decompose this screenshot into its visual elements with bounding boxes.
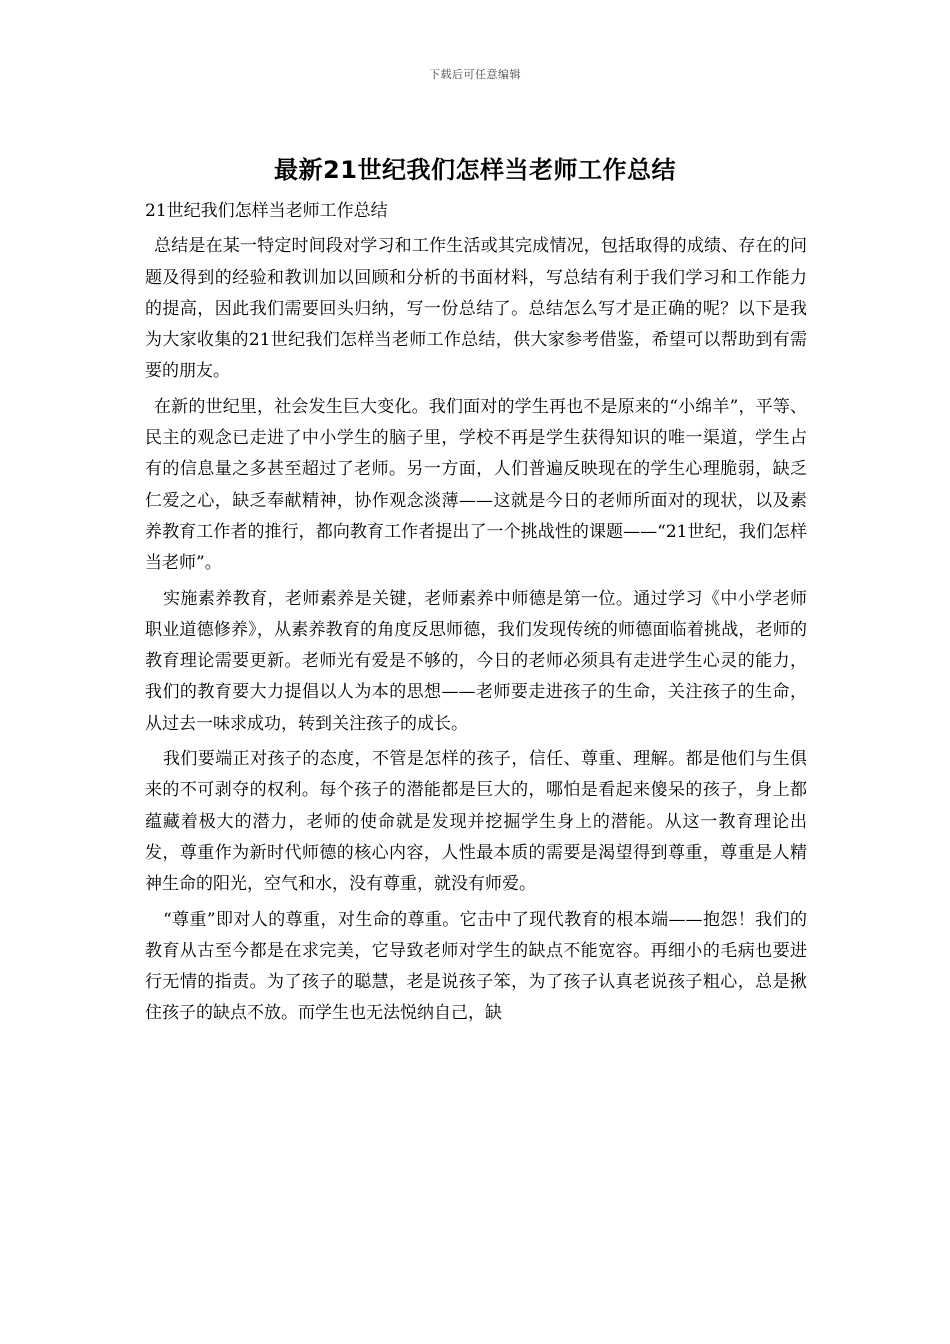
document-title: 最新21世纪我们怎样当老师工作总结 <box>274 156 676 184</box>
paragraph-respect: “尊重”即对人的尊重，对生命的尊重。它击中了现代教育的根本端——抱怨！我们的教育从古至今都是在求完美，它导致老师对学生的缺点不能宽容。再细小的毛病也要进行无情的指责。为了孩子的聪慧，老是说孩子笨，为了孩子认真老说孩子粗心，总是揪住孩子的缺点不放。而学生也无法悦纳自己，缺 <box>145 909 807 1024</box>
document-subtitle: 21世纪我们怎样当老师工作总结 <box>145 201 388 221</box>
document-body <box>145 196 807 1034</box>
paragraph-attitude: 我们要端正对孩子的态度，不管是怎样的孩子，信任、尊重、理解。都是他们与生俱来的不可剥夺的权利。每个孩子的潜能都是巨大的，哪怕是看起来傻呆的孩子，身上都蕴藏着极大的潜力，老师的使命就是发现并挖掘学生身上的潜能。从这一教育理论出发，尊重作为新时代师德的核心内容，人性最本质的需要是渴望得到尊重，尊重是人精神生命的阳光，空气和水，没有尊重，就没有师爱。 <box>145 749 807 895</box>
header-note: 下载后可任意编辑 <box>429 68 521 81</box>
paragraph-new-century: 在新的世纪里，社会发生巨大变化。我们面对的学生再也不是原来的“小绵羊”，平等、民主的观念已走进了中小学生的脑子里，学校不再是学生获得知识的唯一渠道，学生占有的信息量之多甚至超过了老师。另一方面，人们普遍反映现在的学生心理脆弱，缺乏仁爱之心，缺乏奉献精神，协作观念淡薄——这就是今日的老师所面对的现状，以及素养教育工作者的推行，都向教育工作者提出了一个挑战性的课题——“21世纪，我们怎样当老师”。 <box>145 396 807 574</box>
paragraph-quality-education: 实施素养教育，老师素养是关键，老师素养中师德是第一位。通过学习《中小学老师职业道德修养》，从素养教育的角度反思师德，我们发现传统的师德面临着挑战，老师的教育理论需要更新。老师光有爱是不够的，今日的老师必须具有走进学生心灵的能力，我们的教育要大力提倡以人为本的思想——老师要走进孩子的生命，关注孩子的生命，从过去一味求成功，转到关注孩子的成长。 <box>145 588 807 734</box>
paragraph-intro: 总结是在某一特定时间段对学习和工作生活或其完成情况，包括取得的成绩、存在的问题及得到的经验和教训加以回顾和分析的书面材料，写总结有利于我们学习和工作能力的提高，因此我们需要回头归纳，写一份总结了。总结怎么写才是正确的呢？以下是我为大家收集的21世纪我们怎样当老师工作总结，供大家参考借鉴，希望可以帮助到有需要的朋友。 <box>145 236 807 382</box>
